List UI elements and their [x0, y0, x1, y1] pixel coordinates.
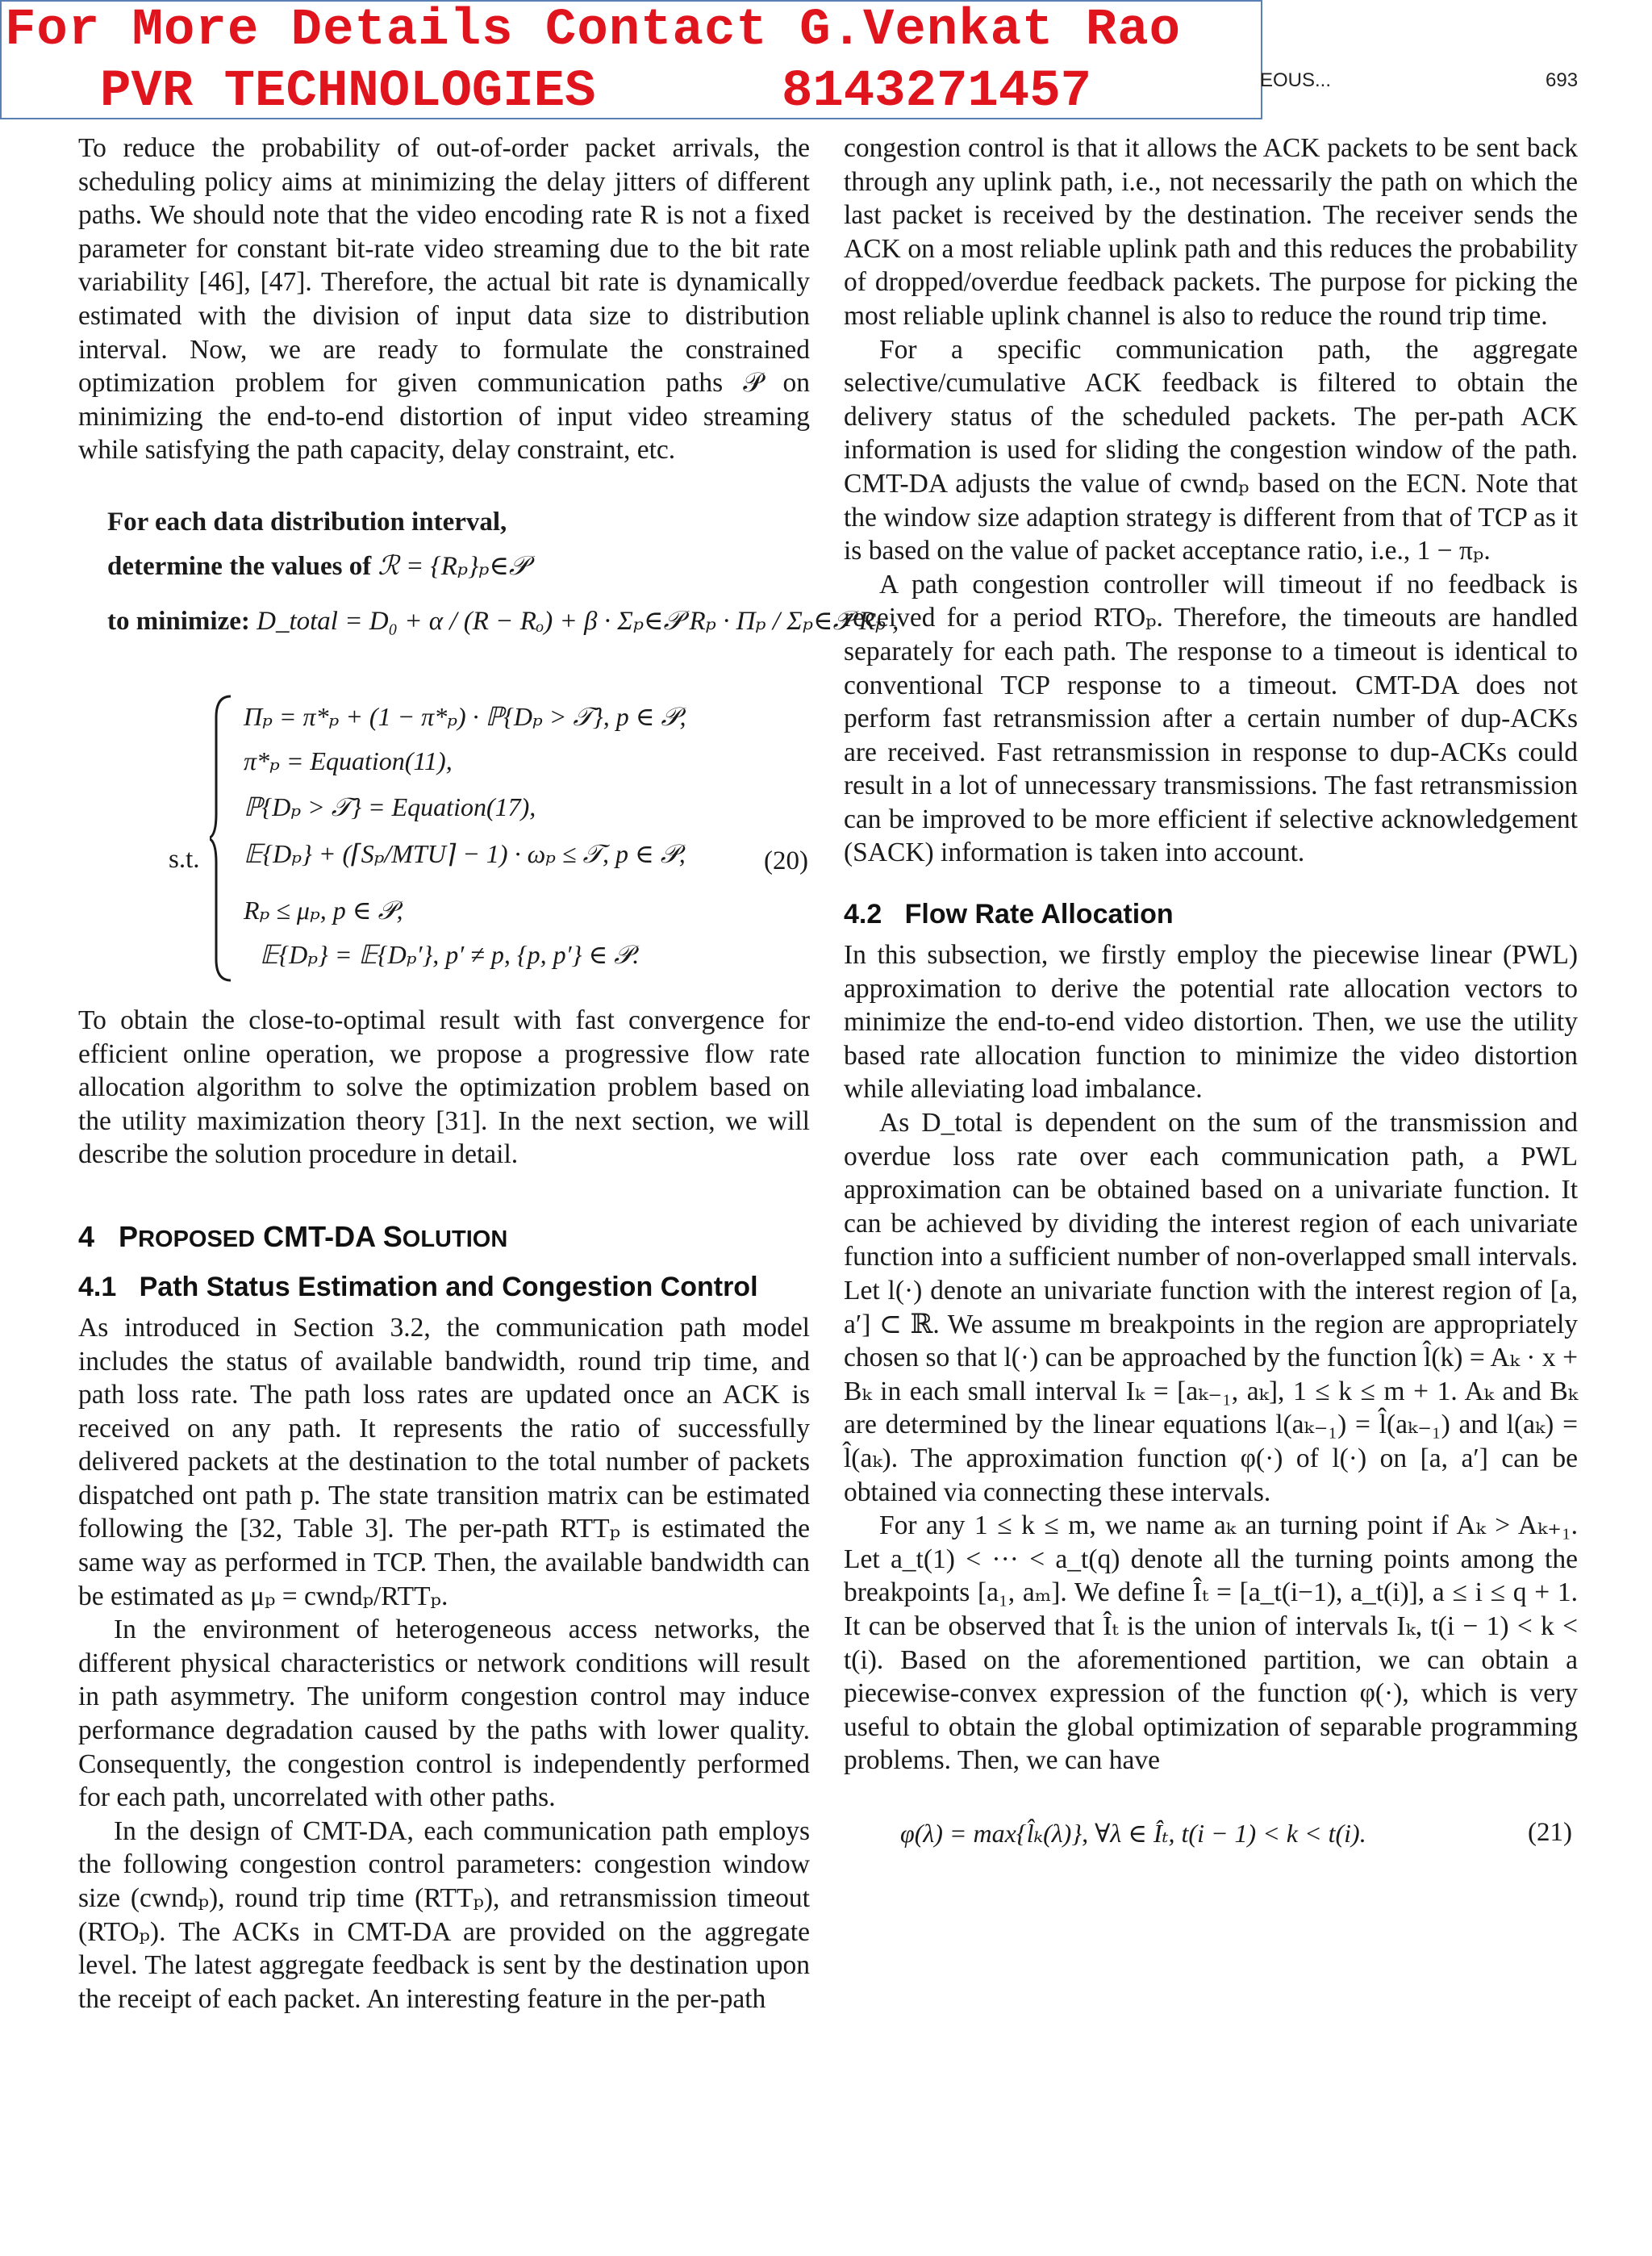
- opt-line-1: For each data distribution interval,: [107, 507, 507, 537]
- section-number: 4: [78, 1219, 95, 1253]
- st-label: s.t.: [169, 844, 200, 874]
- constraint: ℙ{Dₚ > 𝒯} = Equation(17),: [244, 792, 536, 821]
- equation-number: (21): [1528, 1817, 1572, 1847]
- paragraph: In this subsection, we firstly employ the piecewise linear (PWL) approximation to derive the potential rate allocation vectors to minimize the end-to-end video distortion. Then, we use the utility based rate allocation function to minimize the video distortion while alleviating load imbalance.: [844, 940, 1578, 1105]
- equation-21-math: φ(λ) = max{l̂ₖ(λ)}, ∀λ ∈ Îₜ, t(i − 1) < k < t(i).: [900, 1818, 1366, 1848]
- equation-number: (20): [764, 846, 808, 875]
- sc-cap: P: [119, 1219, 139, 1253]
- sc-acronym: CMT-DA: [263, 1219, 375, 1253]
- sc-rest: ROPOSED: [138, 1226, 256, 1252]
- equation-21: [844, 1778, 1578, 1866]
- objective-function: [107, 604, 899, 637]
- paragraph: In the environment of heterogeneous access networks, the different physical characteristics or network conditions will result in path asymmetry. The uniform congestion control may induce performance degradation caused by the paths with lower quality. Consequently, the congestion control is independently performed for each path, uncorrelated with other paths.: [78, 1615, 810, 1813]
- left-brace: [210, 693, 234, 984]
- sc-rest: OLUTION: [402, 1226, 508, 1252]
- paragraph: A path congestion controller will timeout if no feedback is received for a period RTOₚ. Therefore, the timeouts are handled separately for each path. The response to a timeout is identical to conventional TCP response to a timeout. CMT-DA does not perform fast retransmission after a certain number of dup-ACKs are received. Fast retransmission in response to dup-ACKs could result in a lot of unnecessary transmissions. The fast retransmission can be improved to be more efficient if selective acknowledgement (SACK) information is taken into account.: [844, 569, 1578, 868]
- optimization-problem: [78, 467, 899, 1322]
- sc-cap: S: [382, 1219, 403, 1253]
- constraint: π*ₚ = Equation(11),: [244, 746, 453, 775]
- paragraph: To reduce the probability of out-of-order packet arrivals, the scheduling policy aims at minimizing the delay jitters of different paths. We should note that the video encoding rate R is not a fixed parameter for constant bit-rate video streaming due to the bit rate variability [46], [47]. Therefore, the actual bit rate is dynamically estimated with the division of input data size to distribution interval. Now, we are ready to formulate the constrained optimization problem for given communication paths 𝒫 on minimizing the end-to-end distortion of input video streaming while satisfying the path capacity, delay constraint, etc.: [78, 133, 810, 466]
- paragraph: In the design of CMT-DA, each communication path employs the following congestion control parameters: congestion window size (cwndₚ), round trip time (RTTₚ), and retransmission timeout (RTOₚ). The ACKs in CMT-DA are provided on the aggregate level. The latest aggregate feedback is sent by the destination upon the receipt of each packet. An interesting feature in the per-path: [78, 1815, 810, 2014]
- left-column: [78, 132, 899, 2016]
- constraint: Πₚ = π*ₚ + (1 − π*ₚ) · ℙ{Dₚ > 𝒯}, p ∈ 𝒫,: [244, 701, 686, 731]
- page-number: 693: [1546, 69, 1579, 91]
- section-heading-4-1: 4.1 Path Status Estimation and Congestion Control: [78, 1271, 758, 1302]
- banner-line-1: For More Details Contact G.Venkat Rao: [5, 2, 1182, 60]
- paragraph: As D_total is dependent on the sum of the transmission and overdue loss rate over each communication path, a PWL approximation can be obtained based on a univariate function. It can be achieved by dividing the interest region of each univariate function into a sufficient number of non-overlapped small intervals. Let l(·) denote an univariate function with the interest region of [a, a′] ⊂ ℝ. We assume m breakpoints in the region are appropriately chosen so that l(·) can be approached by the function l̂(k) = Aₖ · x + Bₖ in each small interval Iₖ = [aₖ₋₁, aₖ], 1 ≤ k ≤ m + 1. Aₖ and Bₖ are determined by the linear equations l(aₖ₋₁) = l̂(aₖ₋₁) and l(aₖ) = l̂(aₖ). The approximation function φ(·) of l(·) on [a, a′] can be obtained via connecting these intervals.: [844, 1108, 1578, 1507]
- contact-banner: [0, 0, 1262, 119]
- constraint: 𝔼{Dₚ} + (⌈Sₚ/MTU⌉ − 1) · ωₚ ≤ 𝒯, p ∈ 𝒫,: [244, 838, 686, 868]
- section-heading-4-2: 4.2 Flow Rate Allocation: [844, 899, 1174, 930]
- constraint: Rₚ ≤ μₚ, p ∈ 𝒫,: [244, 895, 403, 925]
- objective-math: D_total = D₀ + α / (R − Rₒ) + β · Σₚ∈𝒫 Rₚ · Πₚ / Σₚ∈𝒫 Rₚ ,: [257, 606, 899, 636]
- opt-line-2-label: determine the values of: [107, 551, 372, 581]
- constraint: 𝔼{Dₚ} = 𝔼{Dₚ′}, p′ ≠ p, {p, p′} ∈ 𝒫.: [260, 939, 640, 969]
- paragraph: congestion control is that it allows the ACK packets to be sent back through any uplink path, i.e., not necessarily the path on which the last packet is received by the destination. The receiver sends the ACK on a most reliable uplink path and this reduces the probability of dropped/overdue feedback packets. The purpose for picking the most reliable uplink channel is also to reduce the round trip time.: [844, 133, 1578, 331]
- paragraph: As introduced in Section 3.2, the communication path model includes the status of available bandwidth, round trip time, and path loss rate. The path loss rates are updated once an ACK is received on any path. It represents the ratio of successfully delivered packets at the destination to the total number of packets dispatched ont path p. The state transition matrix can be estimated following the [32, Table 3]. The per-path RTTₚ is estimated the same way as performed in TCP. Then, the available bandwidth can be estimated as μₚ = cwndₚ/RTTₚ.: [78, 1312, 810, 1611]
- paragraph: For any 1 ≤ k ≤ m, we name aₖ an turning point if Aₖ > Aₖ₊₁. Let a_t(1) < ··· < a_t(q) denote all the turning points among the breakpoints [a₁, aₘ]. We define Îₜ = [a_t(i−1), a_t(i)], a ≤ i ≤ q + 1. It can be observed that Îₜ is the union of intervals Iₖ, t(i − 1) < k < t(i). Based on the aforementioned partition, we can obtain a piecewise-convex expression of the function φ(·), which is very useful to obtain the global optimization of separable programming problems. Then, we can have: [844, 1510, 1578, 1776]
- banner-line-2: PVR TECHNOLOGIES 8143271457: [100, 63, 1091, 121]
- opt-line-2-math: ℛ = {Rₚ}ₚ∈𝒫: [378, 551, 528, 581]
- paragraph: For a specific communication path, the aggregate selective/cumulative ACK feedback is filtered to obtain the delivery status of the scheduled packets. The per-path ACK information is used for sliding the congestion window of the path. CMT-DA adjusts the value of cwndₚ based on the ECN. Note that the window size adaption strategy is different from that of TCP as it is based on the value of packet acceptance ratio, i.e., 1 − πₚ.: [844, 334, 1578, 566]
- paragraph: To obtain the close-to-optimal result with fast convergence for efficient online operation, we propose a progressive flow rate allocation algorithm to solve the optimization problem based on the utility maximization theory [31]. In the next section, we will describe the solution procedure in detail.: [78, 1005, 810, 1170]
- right-column: [844, 132, 1578, 1866]
- opt-line-3-label: to minimize:: [107, 606, 250, 636]
- opt-line-2: [107, 549, 528, 582]
- running-title: EOUS...: [1260, 69, 1332, 91]
